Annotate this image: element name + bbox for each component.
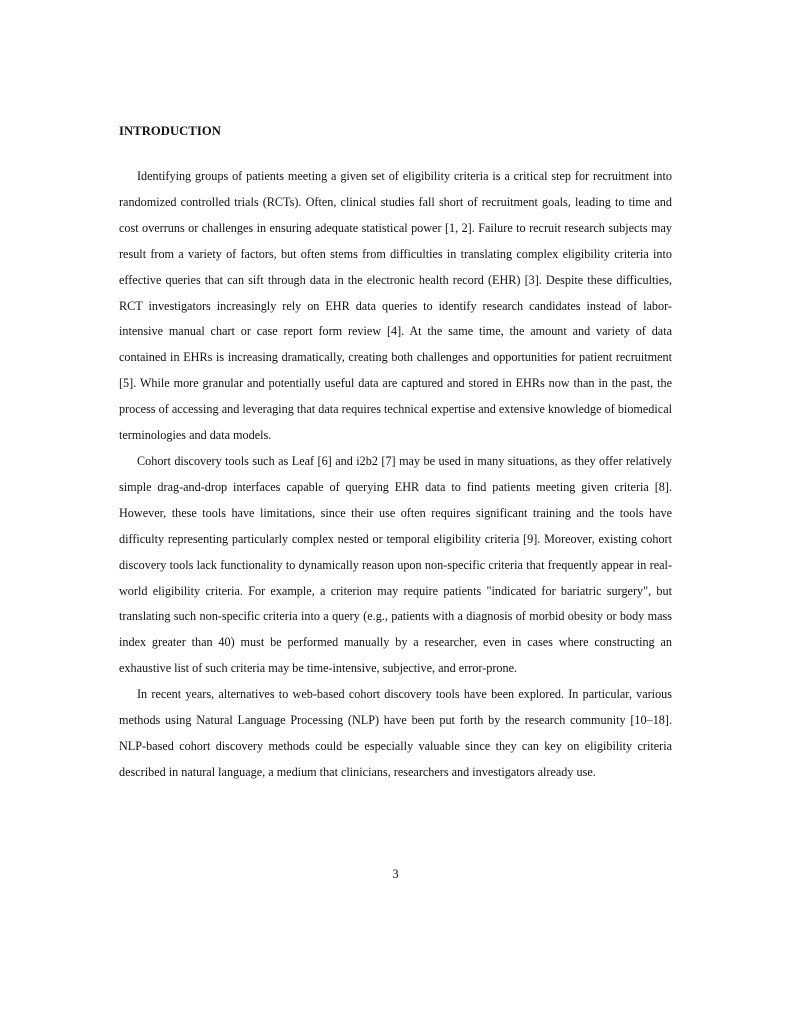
paragraph-1: Identifying groups of patients meeting a given set of eligibility criteria is a critical step for recruitment into randomized controlled trials (RCTs). Often, clinical studies fall short of recruitment goals, leading to time and cost overruns or challenges in ensuring adequate statistical power [1, 2]. Failure to recruit research subjects may result from a variety of factors, but often stems from difficulties in translating complex eligibility criteria into effective queries that can sift through data in the electronic health record (EHR) [3]. Despite these difficulties, RCT investigators increasingly rely on EHR data queries to identify research candidates instead of labor-intensive manual chart or case report form review [4]. At the same time, the amount and variety of data contained in EHRs is increasing dramatically, creating both challenges and opportunities for patient recruitment [5]. While more granular and potentially useful data are captured and stored in EHRs now than in the past, the process of accessing and leveraging that data requires technical expertise and extensive knowledge of biomedical terminologies and data models. (119, 169, 672, 443)
section-heading: INTRODUCTION (119, 124, 221, 138)
page-number: 3 (392, 867, 399, 881)
paragraph-2: Cohort discovery tools such as Leaf [6] and i2b2 [7] may be used in many situations, as they offer relatively simple drag-and-drop interfaces capable of querying EHR data to find patients meeting given criteria [8]. However, these tools have limitations, since their use often requires significant training and the tools have difficulty representing particularly complex nested or temporal eligibility criteria [9]. Moreover, existing cohort discovery tools lack functionality to dynamically reason upon non-specific criteria that frequently appear in real-world eligibility criteria. For example, a criterion may require patients "indicated for bariatric surgery", but translating such non-specific criteria into a query (e.g., patients with a diagnosis of morbid obesity or body mass index greater than 40) must be performed manually by a researcher, even in cases where constructing an exhaustive list of such criteria may be time-intensive, subjective, and error-prone. (119, 453, 672, 676)
page-body (119, 118, 672, 786)
paragraph-3: In recent years, alternatives to web-based cohort discovery tools have been explored. In particular, various methods using Natural Language Processing (NLP) have been put forth by the research community [10–18]. NLP-based cohort discovery methods could be especially valuable since they can key on eligibility criteria described in natural language, a medium that clinicians, researchers and investigators already use. (119, 687, 672, 779)
